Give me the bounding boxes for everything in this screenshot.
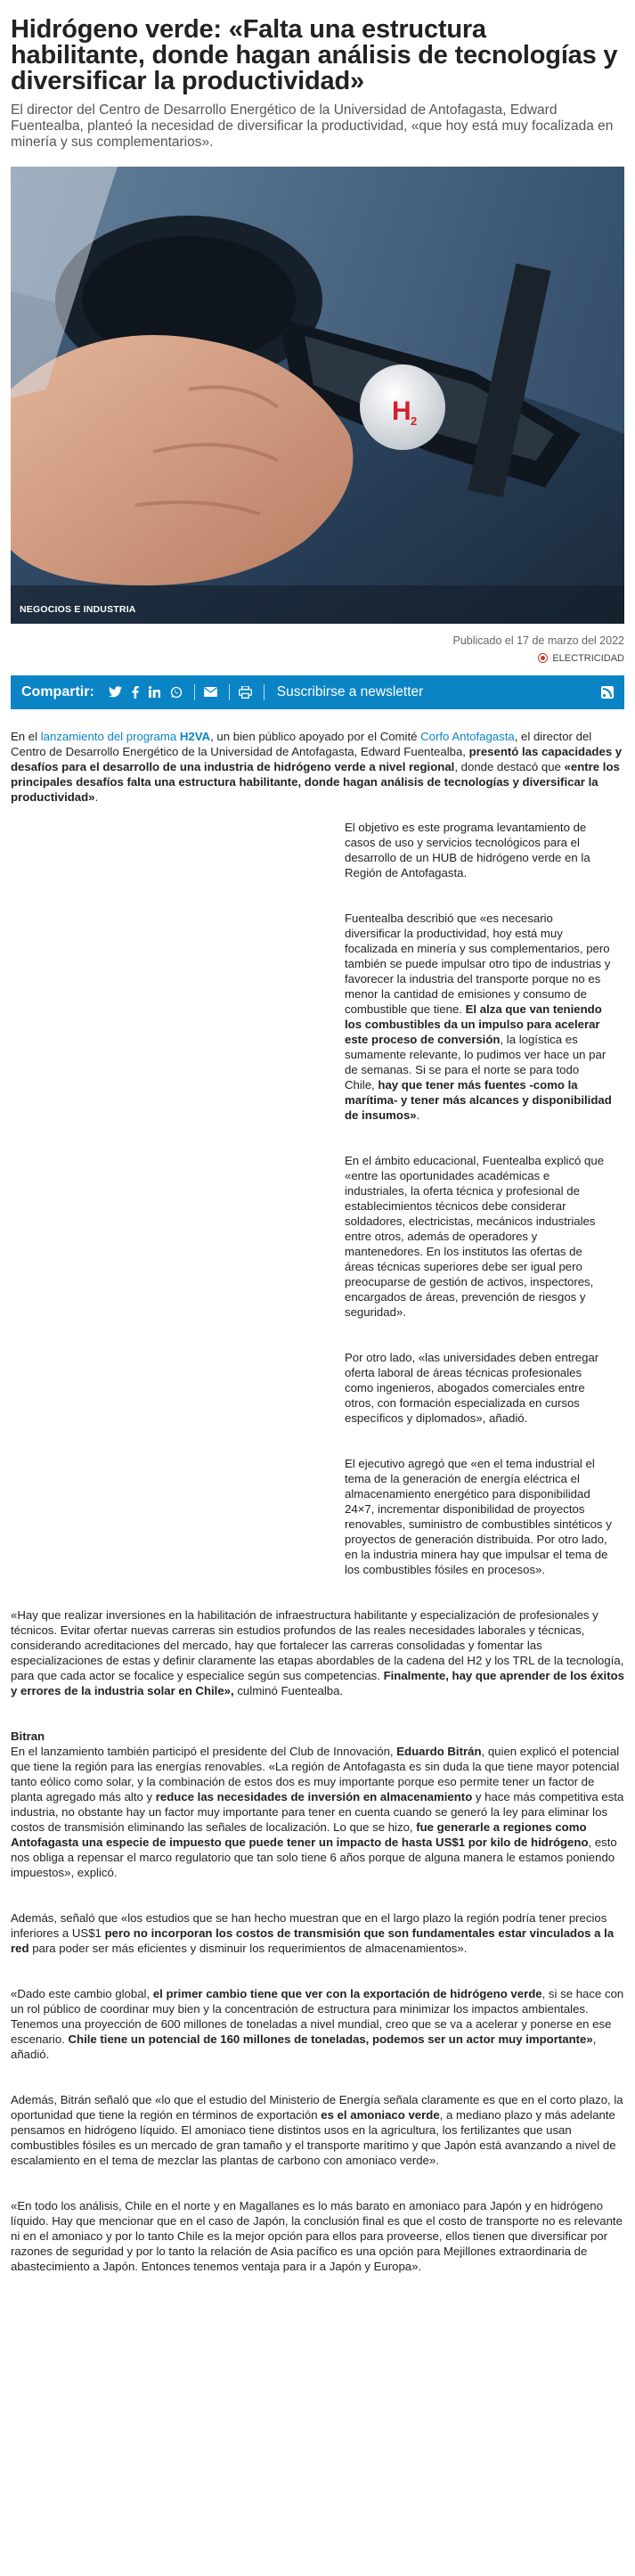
article-title: Hidrógeno verde: «Falta una estructura habilitante, donde hagan análisis de tecnologías y diversificar la productividad» — [11, 15, 618, 95]
share-label: Compartir: — [21, 683, 94, 699]
text: , donde destacó que — [454, 759, 565, 773]
share-bar — [11, 675, 624, 709]
paragraph-fuentealba — [345, 911, 612, 1123]
program-link[interactable] — [41, 730, 210, 743]
twitter-icon[interactable] — [109, 686, 122, 698]
corfo-link[interactable]: Corfo Antofagasta — [420, 729, 515, 743]
image-category-tag: NEGOCIOS E INDUSTRIA — [20, 604, 136, 615]
bold-text: El alza que van teniendo los combustibles da un impulso para acelerar este proceso de conversión — [345, 1002, 602, 1046]
email-icon[interactable] — [204, 687, 217, 697]
svg-text:2: 2 — [411, 414, 418, 428]
text: , quien explicó el potencial que tiene la región para las energías renovables. «La región de Antofagasta es sin duda la que tiene mayor potencial tanto eólico como solar, y la combinación de estos dos es muy importante porque eso permite tener un factor de planta agregado más alto y — [11, 1744, 620, 1803]
text: En el — [11, 729, 41, 743]
article-meta — [11, 633, 624, 666]
fuel-nozzle-photo — [11, 167, 624, 624]
article-body — [11, 729, 624, 2274]
article-lead: El director del Centro de Desarrollo Energético de la Universidad de Antofagasta, Edward Fuentealba, planteó la necesidad de diversificar la productividad, «que hoy está muy focalizada en minería y sus complementarios». — [11, 102, 614, 150]
text: , el director del Centro de Desarrollo Energético de la Universidad de Antofagasta, Edward Fuentealba, — [11, 729, 592, 758]
text: , la logística es sumamente relevante, lo pudimos ver hace un par de semanas. Si se para el norte se para todo Chile, — [345, 1032, 607, 1092]
bold-text: Chile tiene un potencial de 160 millones de toneladas, podemos ser un actor muy importante» — [68, 2032, 593, 2046]
print-icon[interactable] — [239, 686, 252, 699]
bold-text: hay que tener más fuentes -como la marítima- y tener más alcances y disponibilidad de insumos» — [345, 1077, 612, 1122]
paragraph-bitran — [11, 1744, 624, 1880]
text: , un bien público apoyado por el Comité — [210, 729, 421, 743]
bold-text: «entre los principales desafíos falta una estructura habilitante, donde hagan análisis de tecnologías y diversificar la productividad» — [11, 759, 620, 804]
share-divider — [229, 684, 230, 700]
link-text[interactable]: lanzamiento del programa — [40, 729, 180, 743]
share-divider — [264, 684, 265, 700]
category-badge[interactable] — [538, 650, 624, 666]
category-label[interactable]: ELECTRICIDAD — [552, 652, 624, 664]
text: para poder ser más eficientes y disminuir los requerimientos de almacenamientos». — [28, 1941, 468, 1955]
bold-text: reduce las necesidades de inversión en almacenamiento — [155, 1789, 473, 1803]
text: y hace más competitiva esta industria, no obstante hay un factor muy importante para tener en cuenta cuando se generó la ley para eliminar los costos de transmisión eliminando las señales de localización. Lo que se hizo, — [11, 1789, 624, 1834]
linkedin-icon[interactable] — [149, 686, 160, 698]
facebook-icon[interactable] — [132, 686, 139, 699]
category-icon — [538, 653, 548, 663]
paragraph-export — [11, 1986, 624, 2062]
paragraph-universities: Por otro lado, «las universidades deben entregar oferta laboral de áreas técnicas profesionales como ingenieros, abogados comerciales entre otros, con formación especializada en cursos específicos y diplomados», añadió. — [345, 1350, 599, 1425]
section-heading: Bitran — [11, 1729, 45, 1743]
rss-icon[interactable] — [601, 686, 614, 699]
text: Fuentealba describió que «es necesario diversificar la productividad, hoy está muy focalizada en minería y sus complementarios, pero también se puede impulsar otro tipo de industrias y favorecer la industria del transporte porque no es menor la cantidad de emisiones y consumo de combustible que tiene. — [345, 911, 611, 1016]
bold-text: pero no incorporan los costos de transmisión que son fundamentales estar vinculados a la red — [11, 1926, 615, 1955]
text: . — [416, 1108, 420, 1122]
text: , añadió. — [11, 2032, 597, 2061]
text: , si se hace con un rol público de coordinar muy bien y la concentración de estructura para minimizar los impactos ambientales. Tenemos una proyección de 600 millones de toneladas a nivel mundial, creo que se va a acelerar y ponerse en ese escenario. — [11, 1986, 624, 2046]
text: culminó Fuentealba. — [233, 1683, 344, 1697]
whatsapp-icon[interactable] — [170, 686, 183, 699]
text: En el lanzamiento también participó el presidente del Club de Innovación, — [11, 1744, 397, 1758]
hero-image — [11, 167, 624, 624]
bold-text: el primer cambio tiene que ver con la exportación de hidrógeno verde — [152, 1986, 542, 2000]
share-divider — [194, 684, 195, 700]
paragraph-ammonia — [11, 2092, 624, 2168]
svg-text:H: H — [392, 397, 411, 426]
publish-date: Publicado el 17 de marzo del 2022 — [452, 634, 624, 647]
paragraph-studies — [11, 1910, 624, 1956]
bold-text: presentó las capacidades y desafíos para el desarrollo de una industria de hidrógeno verde a nivel regional — [11, 744, 623, 773]
bold-text: es el amoniaco verde — [321, 2107, 440, 2122]
link-text-bold[interactable]: H2VA — [179, 729, 211, 743]
bold-text: Finalmente, hay que aprender de los éxitos y errores de la industria solar en Chile», — [11, 1668, 624, 1697]
paragraph-objective: El objetivo es este programa levantamiento de casos de uso y servicios tecnológicos para el desarrollo de un HUB de hidrógeno verde en la Región de Antofagasta. — [345, 820, 590, 879]
paragraph-japan: «En todo los análisis, Chile en el norte y en Magallanes es lo más barato en amoniaco para Japón y en hidrógeno líquido. Hay que mencionar que en el caso de Japón, la conclusión final es que el costo de transporte no es relevante ni en el amoniaco y por lo tanto Chile es la mejor opción para ellos para proveerse, ellos tienen que diversificar por razones de seguridad y por lo tanto la relación de Asia pacífico es una opción para Mejillones extraordinaria de abastecimiento a Japón. Entonces tenemos ventaja para ir a Japón y Europa». — [11, 2198, 623, 2273]
text: «Hay que realizar inversiones en la habilitación de infraestructura habilitante y especialización de profesionales y técnicos. Evitar ofertar nuevas carreras sin estudios profundos de las reales necesidades laborales y técnicas, considerando acreditaciones del mercado, hay que fortalecer las carreras consolidadas y fomentar las especializaciones de estas y definir claramente las etapas abordables de la cadena del H2 y los TRL de la tecnología, para que cada actor se focalice y especialice según sus competencias. — [11, 1607, 624, 1682]
text: . — [94, 789, 99, 804]
side-column — [345, 820, 612, 1577]
bold-text: Eduardo Bitrán — [396, 1744, 482, 1758]
text: , esto nos obliga a repensar el marco regulatorio que tan solo tiene 6 años porque de alguna manera le estamos poniendo impuestos», explicó. — [11, 1835, 617, 1879]
text: «Dado este cambio global, — [11, 1986, 153, 2000]
subscribe-newsletter-link[interactable]: Suscribirse a newsletter — [276, 683, 424, 699]
text: Además, Bitrán señaló que «lo que el estudio del Ministerio de Energía señala claramente es que en el corto plazo, la oportunidad que tiene la región en términos de exportación — [11, 2092, 623, 2122]
text: , a mediano plazo y más adelante pensamos en hidrógeno líquido. El amoniaco tiene distintos usos en la agricultura, los fertilizantes que usan combustibles fósiles es un mercado de gran tamaño y el transporte marítimo y que Japón está avanzando a nivel de escalamiento en el tema de mezclar las plantas de carbono con amoniaco verde». — [11, 2107, 616, 2167]
paragraph-education: En el ámbito educacional, Fuentealba explicó que «entre las oportunidades académicas e industriales, la oferta técnica y profesional de establecimientos técnicos debe considerar soldadores, electricistas, mecánicos industriales entre otros, además de operadores y mantenedores. En los institutos las ofertas de áreas técnicas superiores debe ser igual pero preocuparse de gestión de activos, inspectores, encargados de áreas, prevención de riesgos y seguridad». — [345, 1153, 605, 1319]
bold-text: fue generarle a regiones como Antofagasta una especie de impuesto que puede tener un impacto de hasta US$1 por kilo de hidrógeno — [11, 1820, 589, 1849]
text: Además, señaló que «los estudios que se han hecho muestran que en el largo plazo la región podría tener precios inferiores a US$1 — [11, 1910, 607, 1940]
paragraph-intro — [11, 729, 624, 805]
paragraph-industry: El ejecutivo agregó que «en el tema industrial el tema de la generación de energía eléctrica el almacenamiento energético para disponibilidad 24×7, incrementar disponibilidad de proyectos renovables, suministro de combustibles sintéticos y proyectos de generación distribuida. Por otro lado, en la industria minera hay que impulsar el tema de los combustibles fósiles en procesos». — [345, 1456, 612, 1576]
paragraph-investment — [11, 1607, 624, 1698]
